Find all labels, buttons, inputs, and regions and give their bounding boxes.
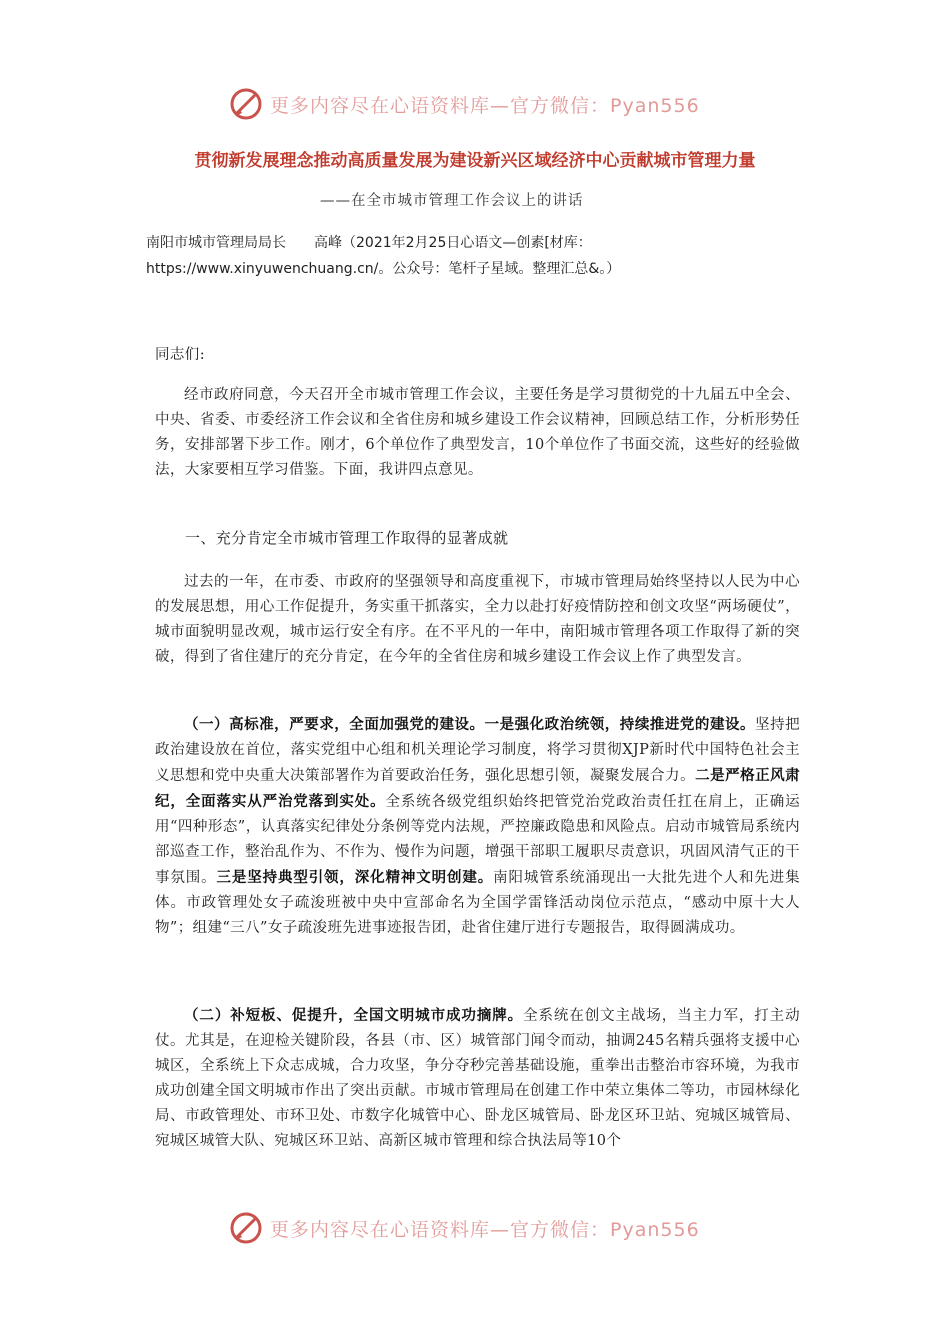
p2-bold-3: 三是坚持典型引领，深化精神文明创建。 [216, 869, 494, 886]
p2-text-2: 全系统各级党组织始终把管党治党政治责任扛在肩上，正确运用“四种形态”，认真落实纪律处分条例等党内法规，严控廉政隐患和风险点。启动市城管局系统内部巡查工作，整治乱作为、不作为、慢作为问题，增强干部职工履职尽责意识，巩固风清气正的干事氛围。 [155, 794, 800, 886]
watermark-bottom [228, 1210, 700, 1246]
pen-circle-icon [228, 86, 264, 122]
p2-bold-1: （一）高标准，严要求，全面加强党的建设。一是强化政治统领，持续推进党的建设。 [184, 716, 756, 733]
watermark-text: 更多内容尽在心语资料库—官方微信：Pyan556 [270, 94, 700, 117]
document-title: 贯彻新发展理念推动高质量发展为建设新兴区域经济中心贡献城市管理力量 [194, 151, 756, 171]
source-line: https://www.xinyuwenchuang.cn/。公众号：笔杆子星域。整理汇总&。） [146, 261, 621, 277]
p2-text-3: 南阳城管系统涌现出一大批先进个人和先进集体。市政管理处女子疏浚班被中央中宣部命名为全国学雷锋活动岗位示范点，“感动中原十大人物”；组建“三八”女子疏浚班先进事迹报告团，赴省住建厅进行专题报告，取得圆满成功。 [155, 870, 800, 936]
pen-circle-icon [228, 1210, 264, 1246]
watermark-top [228, 86, 700, 122]
p2-text-1: 坚持把政治建设放在首位，落实党组中心组和机关理论学习制度，将学习贯彻XJP新时代中国特色社会主义思想和党中央重大决策部署作为首要政治任务，强化思想引领，凝聚发展合力。 [155, 717, 801, 784]
section1-paragraph-2 [155, 712, 800, 941]
p3-text-1: 全系统在创文主战场，当主力军，打主动仗。尤其是，在迎检关键阶段，各县（市、区）城管部门闻令而动，抽调245名精兵强将支援中心城区，全系统上下众志成城，合力攻坚，争分夺秒完善基础设施，重拳出击整治市容环境，为我市成功创建全国文明城市作出了突出贡献。市城市管理局在创建工作中荣立集体二等功，市园林绿化局、市政管理处、市环卫处、市数字化城管中心、卧龙区城管局、卧龙区环卫站、宛城区城管局、宛城区城管大队、宛城区环卫站、高新区城市管理和综合执法局等10个 [155, 1008, 800, 1149]
intro-paragraph: 经市政府同意，今天召开全市城市管理工作会议，主要任务是学习贯彻党的十九届五中全会、中央、省委、市委经济工作会议和全省住房和城乡建设工作会议精神，回顾总结工作，分析形势任务，安排部署下步工作。刚才，6个单位作了典型发言，10个单位作了书面交流，这些好的经验做法，大家要相互学习借鉴。下面，我讲四点意见。 [155, 387, 800, 478]
greeting: 同志们: [155, 347, 205, 363]
watermark-text: 更多内容尽在心语资料库—官方微信：Pyan556 [270, 1218, 700, 1241]
p3-bold-1: （二）补短板、促提升，全国文明城市成功摘牌。 [184, 1007, 524, 1024]
author-line: 南阳市城市管理局局长 高峰（2021年2月25日心语文—创素[材库： [146, 235, 592, 251]
section-heading-1: 一、充分肯定全市城市管理工作取得的显著成就 [185, 529, 509, 547]
p2-bold-2: 二是严格正风肃纪，全面落实从严治党落到实处。 [155, 767, 800, 810]
section1-paragraph-3 [155, 1003, 800, 1154]
document-subtitle: ——在全市城市管理工作会议上的讲话 [320, 193, 584, 209]
section1-paragraph-1: 过去的一年，在市委、市政府的坚强领导和高度重视下，市城市管理局始终坚持以人民为中心的发展思想，用心工作促提升，务实重干抓落实，全力以赴打好疫情防控和创文攻坚“两场硬仗”，城市面貌明显改观，城市运行安全有序。在不平凡的一年中，南阳城市管理各项工作取得了新的突破，得到了省住建厅的充分肯定，在今年的全省住房和城乡建设工作会议上作了典型发言。 [155, 574, 800, 665]
